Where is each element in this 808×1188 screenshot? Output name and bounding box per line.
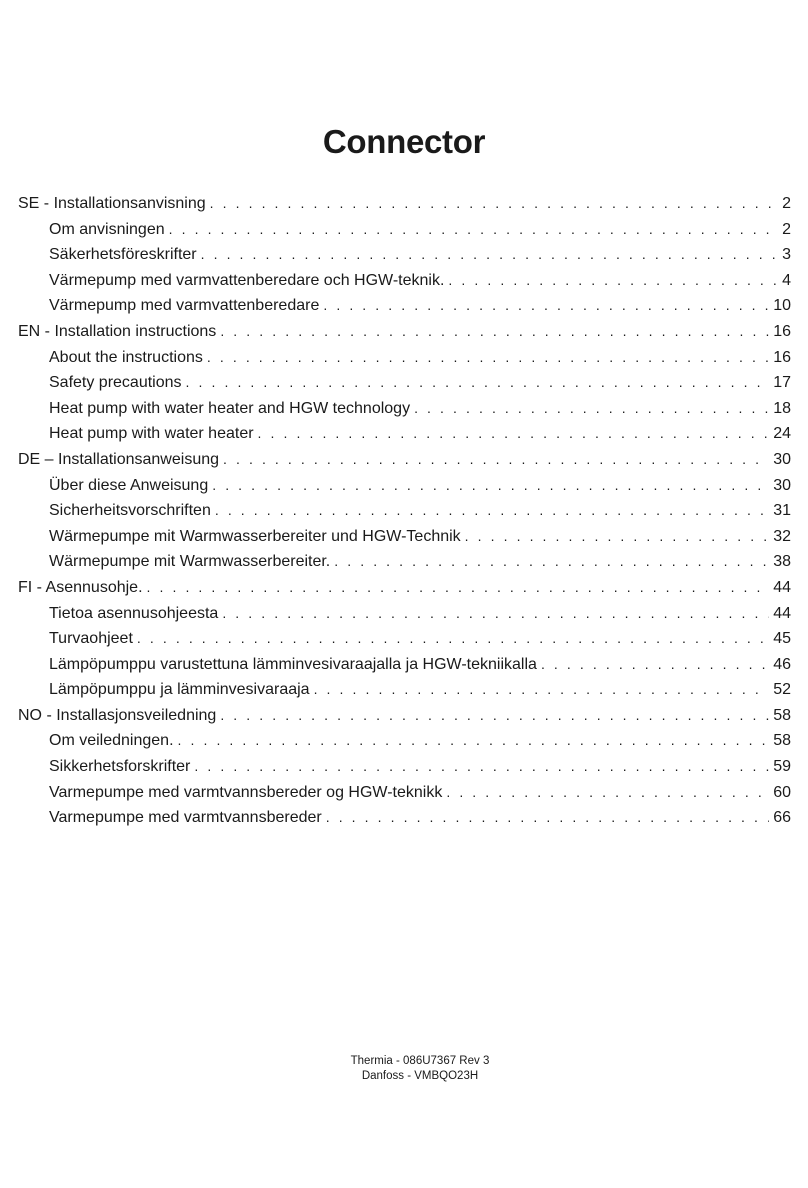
toc-page-number: 59 — [773, 758, 791, 776]
toc-subsection-entry[interactable] — [18, 626, 791, 652]
toc-dot-leader — [446, 780, 769, 806]
footer-line-document-code: Thermia - 086U7367 Rev 3 — [350, 1055, 490, 1067]
toc-subsection-entry[interactable] — [18, 549, 791, 575]
toc-dot-leader — [448, 268, 778, 294]
toc-subsection-entry[interactable] — [18, 524, 791, 550]
toc-page-number: 58 — [773, 706, 791, 724]
toc-dot-leader — [220, 703, 769, 729]
toc-subsection-entry[interactable] — [18, 421, 791, 447]
toc-section-entry[interactable] — [18, 191, 791, 217]
toc-entry-label: SE - Installationsanvisning — [18, 195, 206, 212]
toc-dot-leader — [323, 293, 769, 319]
toc-subsection-entry[interactable] — [18, 652, 791, 678]
toc-page-number: 66 — [773, 809, 791, 827]
toc-entry-label: Tietoa asennusohjeesta — [49, 604, 219, 622]
toc-subsection-entry[interactable] — [18, 217, 791, 243]
toc-page-number: 4 — [782, 271, 791, 289]
toc-dot-leader — [314, 677, 770, 703]
toc-dot-leader — [194, 754, 769, 780]
page-title: Connector — [322, 123, 486, 160]
toc-subsection-entry[interactable] — [18, 473, 791, 499]
toc-page-number: 38 — [773, 553, 791, 571]
toc-dot-leader — [223, 447, 769, 473]
toc-subsection-entry[interactable] — [18, 677, 791, 703]
toc-section-entry[interactable] — [18, 319, 791, 345]
toc-page-number: 60 — [773, 783, 791, 801]
toc-entry-label: Värmepump med varmvattenberedare — [49, 297, 320, 315]
toc-section-entry[interactable] — [18, 575, 791, 601]
toc-dot-leader — [201, 242, 778, 268]
toc-dot-leader — [210, 191, 778, 217]
toc-page-number: 16 — [773, 322, 791, 340]
toc-page-number: 44 — [773, 604, 791, 622]
toc-page-number: 31 — [773, 502, 791, 520]
toc-entry-label: Varmepumpe med varmtvannsbereder — [49, 809, 322, 827]
footer-line-product-code: Danfoss - VMBQO23H — [361, 1070, 479, 1082]
toc-entry-label: Heat pump with water heater and HGW technology — [49, 399, 411, 417]
toc-subsection-entry[interactable] — [18, 728, 791, 754]
toc-subsection-entry[interactable] — [18, 370, 791, 396]
toc-subsection-entry[interactable] — [18, 498, 791, 524]
toc-dot-leader — [207, 345, 769, 371]
toc-entry-label: Heat pump with water heater — [49, 425, 254, 443]
toc-subsection-entry[interactable] — [18, 396, 791, 422]
toc-dot-leader — [212, 473, 769, 499]
toc-page-number: 52 — [773, 681, 791, 699]
toc-entry-label: DE – Installationsanweisung — [18, 450, 220, 468]
toc-page-number: 3 — [782, 246, 791, 264]
toc-dot-leader — [169, 217, 778, 243]
toc-entry-label: Värmepump med varmvattenberedare och HGW-teknik. — [49, 271, 445, 289]
toc-entry-label: EN - Installation instructions — [18, 322, 217, 340]
toc-entry-label: About the instructions — [49, 348, 203, 366]
toc-page-number: 32 — [773, 527, 791, 545]
toc-subsection-entry[interactable] — [18, 242, 791, 268]
table-of-contents — [18, 191, 791, 831]
toc-page-number: 30 — [773, 476, 791, 494]
toc-subsection-entry[interactable] — [18, 805, 791, 831]
toc-dot-leader — [414, 396, 769, 422]
toc-entry-label: Varmepumpe med varmtvannsbereder og HGW-teknikk — [49, 783, 443, 801]
toc-subsection-entry[interactable] — [18, 754, 791, 780]
toc-page-number: 46 — [773, 655, 791, 673]
toc-dot-leader — [465, 524, 770, 550]
toc-entry-label: Über diese Anweisung — [49, 476, 209, 494]
toc-entry-label: Om anvisningen — [49, 220, 165, 238]
toc-dot-leader — [147, 575, 770, 601]
toc-page-number: 10 — [773, 297, 791, 315]
toc-page-number: 17 — [773, 374, 791, 392]
toc-page-number: 16 — [773, 348, 791, 366]
toc-entry-label: Lämpöpumppu varustettuna lämminvesivaraajalla ja HGW-tekniikalla — [49, 655, 537, 673]
toc-entry-label: NO - Installasjonsveiledning — [18, 706, 217, 724]
footer — [0, 1054, 808, 1084]
toc-dot-leader — [215, 498, 769, 524]
toc-subsection-entry[interactable] — [18, 601, 791, 627]
toc-entry-label: Wärmepumpe mit Warmwasserbereiter. — [49, 553, 331, 571]
toc-dot-leader — [326, 805, 769, 831]
toc-entry-label: Sicherheitsvorschriften — [49, 502, 211, 520]
toc-subsection-entry[interactable] — [18, 268, 791, 294]
toc-entry-label: Turvaohjeet — [49, 630, 133, 648]
toc-entry-label: Safety precautions — [49, 374, 182, 392]
toc-page-number: 58 — [773, 732, 791, 750]
toc-dot-leader — [334, 549, 769, 575]
toc-dot-leader — [222, 601, 769, 627]
toc-page-number: 45 — [773, 630, 791, 648]
toc-page-number: 2 — [782, 195, 791, 212]
toc-entry-label: Lämpöpumppu ja lämminvesivaraaja — [49, 681, 310, 699]
toc-entry-label: Sikkerhetsforskrifter — [49, 758, 191, 776]
toc-section-entry[interactable] — [18, 447, 791, 473]
toc-subsection-entry[interactable] — [18, 345, 791, 371]
toc-dot-leader — [541, 652, 769, 678]
toc-subsection-entry[interactable] — [18, 780, 791, 806]
toc-page-number: 2 — [782, 220, 791, 238]
toc-dot-leader — [220, 319, 769, 345]
toc-page-number: 30 — [773, 450, 791, 468]
toc-entry-label: FI - Asennusohje. — [18, 578, 143, 596]
toc-entry-label: Säkerhetsföreskrifter — [49, 246, 197, 264]
toc-page-number: 44 — [773, 578, 791, 596]
toc-entry-label: Om veiledningen. — [49, 732, 174, 750]
toc-dot-leader — [258, 421, 770, 447]
toc-page-number: 18 — [773, 399, 791, 417]
toc-dot-leader — [186, 370, 770, 396]
toc-section-entry[interactable] — [18, 703, 791, 729]
toc-page-number: 24 — [773, 425, 791, 443]
toc-subsection-entry[interactable] — [18, 293, 791, 319]
toc-dot-leader — [178, 728, 770, 754]
toc-entry-label: Wärmepumpe mit Warmwasserbereiter und HGW-Technik — [49, 527, 461, 545]
toc-dot-leader — [137, 626, 769, 652]
